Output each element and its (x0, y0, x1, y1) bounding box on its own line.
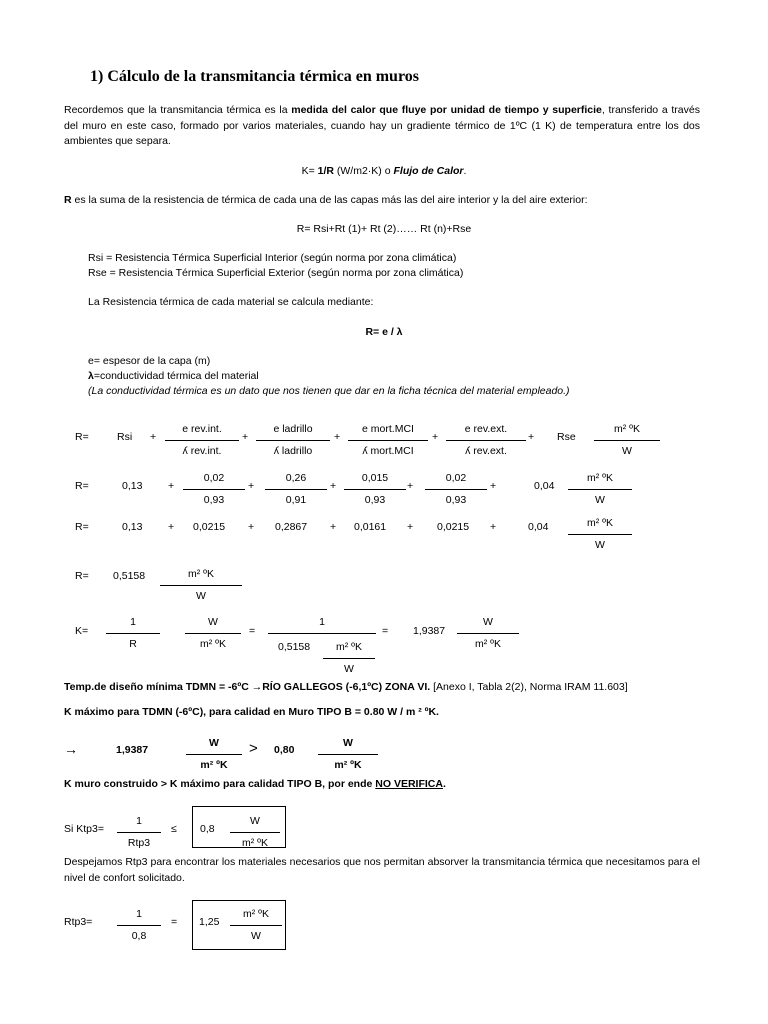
calc-intro: La Resistencia térmica de cada material se calcula mediante: (88, 296, 374, 308)
r-definition (64, 195, 588, 206)
value-r: 0,5158 (113, 570, 146, 582)
plus-sign: + (150, 431, 157, 443)
fraction-rev-ext: e rev.ext. ʎ rev.ext. (446, 424, 526, 456)
plus-sign: + (528, 431, 535, 443)
equals-sign: = (171, 916, 178, 928)
value: 0,2867 (275, 521, 308, 533)
fraction-1-over-r: 1 R (106, 617, 160, 649)
plus-sign: + (242, 431, 249, 443)
fraction-1-over-rtp3: 1 Rtp3 (117, 816, 161, 848)
unit-fraction: W m² ºK (186, 738, 242, 770)
fraction-3: 0,015 0,93 (344, 473, 406, 505)
plus-sign: + (168, 521, 175, 533)
k-formula-c: (W/m2·K) o (333, 165, 394, 177)
unit-fraction: m² ºK W (594, 424, 660, 456)
k-formula (0, 166, 768, 177)
lambda-symbol: λ (88, 370, 94, 382)
rtp3-label: Rtp3= (64, 916, 93, 928)
less-equal-sign: ≤ (171, 823, 177, 835)
rse-definition: Rse = Resistencia Térmica Superficial Exterior (según norma por zona climática) (88, 267, 464, 279)
plus-sign: + (248, 480, 255, 492)
nested-unit-fraction: m² ºK W (323, 642, 375, 674)
value: 0,8 (200, 823, 215, 835)
value: 0,0215 (437, 521, 470, 533)
unit-fraction: m² ºK W (160, 569, 242, 601)
equals-sign: = (382, 625, 389, 637)
rse-label: Rse (557, 431, 576, 443)
fraction-4: 0,02 0,93 (425, 473, 487, 505)
value-k: 1,9387 (413, 625, 446, 637)
unit-fraction: m² ºK W (230, 909, 282, 941)
lambda-definition (88, 371, 259, 382)
rsi-label: Rsi (117, 431, 133, 443)
value: 1,25 (199, 916, 220, 928)
k-formula-d: Flujo de Calor (393, 165, 464, 177)
r-label: R= (75, 480, 89, 492)
r-def-rest: es la suma de la resistencia de térmica de cada una de las capas más las del aire interior y la del aire exterior: (71, 194, 588, 206)
r-label: R= (75, 431, 89, 443)
fraction-1-over-08: 1 0,8 (117, 909, 161, 941)
verdict-a: K muro construido > K máximo para calidad TIPO B, por ende (64, 778, 376, 790)
plus-sign: + (330, 480, 337, 492)
r-equation: R= e / λ (365, 326, 403, 338)
plus-sign: + (168, 480, 175, 492)
r-def-bold: R (64, 194, 72, 206)
plus-sign: + (407, 521, 414, 533)
intro-post: , transferido a través del muro en este caso, formado por varios materiales, cuando hay un gradiente térmico de 1ºC (1 K) de temperatura entre los dos ambientes que separa. (64, 104, 700, 147)
k-max-line: K máximo para TDMN (-6ºC), para calidad en Muro TIPO B = 0.80 W / m ² ºK. (64, 706, 439, 718)
fraction-1: 0,02 0,93 (183, 473, 245, 505)
ktp3-label: Si Ktp3= (64, 823, 104, 835)
plus-sign: + (407, 480, 414, 492)
plus-sign: + (330, 521, 337, 533)
page-title (90, 69, 419, 85)
fraction-2: 0,26 0,91 (265, 473, 327, 505)
k-label: K= (75, 625, 89, 637)
e-definition: e= espesor de la capa (m) (88, 355, 211, 367)
greater-than-sign: > (249, 740, 258, 757)
verdict-line (64, 779, 446, 790)
value-k: 1,9387 (116, 744, 149, 756)
r-sum-formula: R= Rsi+Rt (1)+ Rt (2)…… Rt (n)+Rse (296, 223, 472, 235)
temperature-line (64, 682, 628, 693)
verdict-c: . (442, 778, 446, 790)
unit-fraction: W m² ºK (230, 816, 280, 848)
unit-fraction: m² ºK W (568, 518, 632, 550)
verdict-no-verifica: NO VERIFICA (375, 778, 443, 790)
fraction-rev-int: e rev.int. ʎ rev.int. (165, 424, 239, 456)
intro-bold: medida del calor que fluye por unidad de tiempo y superficie (291, 104, 602, 116)
rsi-definition: Rsi = Resistencia Térmica Superficial Interior (según norma por zona climática) (88, 252, 457, 264)
intro-paragraph (64, 103, 700, 150)
value-rsi: 0,13 (122, 480, 143, 492)
lambda-rest: =conductividad térmica del material (93, 370, 259, 382)
despejamos-paragraph: Despejamos Rtp3 para encontrar los materiales necesarios que nos permitan absorver la transmitancia térmica que necesitamos para el nivel de confort solicitado. (64, 856, 700, 884)
value: 0,0215 (193, 521, 226, 533)
fraction-ladrillo: e ladrillo ʎ ladrillo (256, 424, 330, 456)
fraction-line (268, 633, 376, 634)
unit-fraction: W m² ºK (185, 617, 241, 649)
unit-fraction: W m² ºK (318, 738, 378, 770)
plus-sign: + (432, 431, 439, 443)
plus-sign: + (334, 431, 341, 443)
k-formula-e: . (463, 165, 467, 177)
value: 0,0161 (354, 521, 387, 533)
heading-number: 1) (90, 68, 104, 85)
value-r: 0,5158 (278, 641, 311, 653)
unit-fraction: m² ºK W (568, 473, 632, 505)
value-k-max: 0,80 (274, 744, 295, 756)
value: 0,04 (528, 521, 549, 533)
plus-sign: + (248, 521, 255, 533)
k-formula-a: K= (301, 165, 318, 177)
numerator-1: 1 (319, 616, 325, 628)
fraction-mort: e mort.MCI ʎ mort.MCI (348, 424, 428, 456)
plus-sign: + (490, 521, 497, 533)
equals-sign: = (249, 625, 256, 637)
unit-fraction: W m² ºK (457, 617, 519, 649)
plus-sign: + (490, 480, 497, 492)
intro-pre: Recordemos que la transmitancia térmica es la (64, 104, 288, 116)
r-label: R= (75, 570, 89, 582)
note: (La conductividad térmica es un dato que nos tienen que dar en la ficha técnica del material empleado.) (88, 385, 570, 397)
k-formula-b: 1/R (317, 165, 334, 177)
arrow-icon: → (64, 741, 78, 757)
temp-line-a: Temp.de diseño mínima TDMN = -6ºC →RÍO GALLEGOS (-6,1ºC) ZONA VI. (64, 681, 434, 693)
r-label: R= (75, 521, 89, 533)
value: 0,13 (122, 521, 143, 533)
temp-line-b: [Anexo I, Tabla 2(2), Norma IRAM 11.603] (433, 681, 628, 693)
heading-text: Cálculo de la transmitancia térmica en muros (107, 68, 419, 85)
value-rse: 0,04 (534, 480, 555, 492)
